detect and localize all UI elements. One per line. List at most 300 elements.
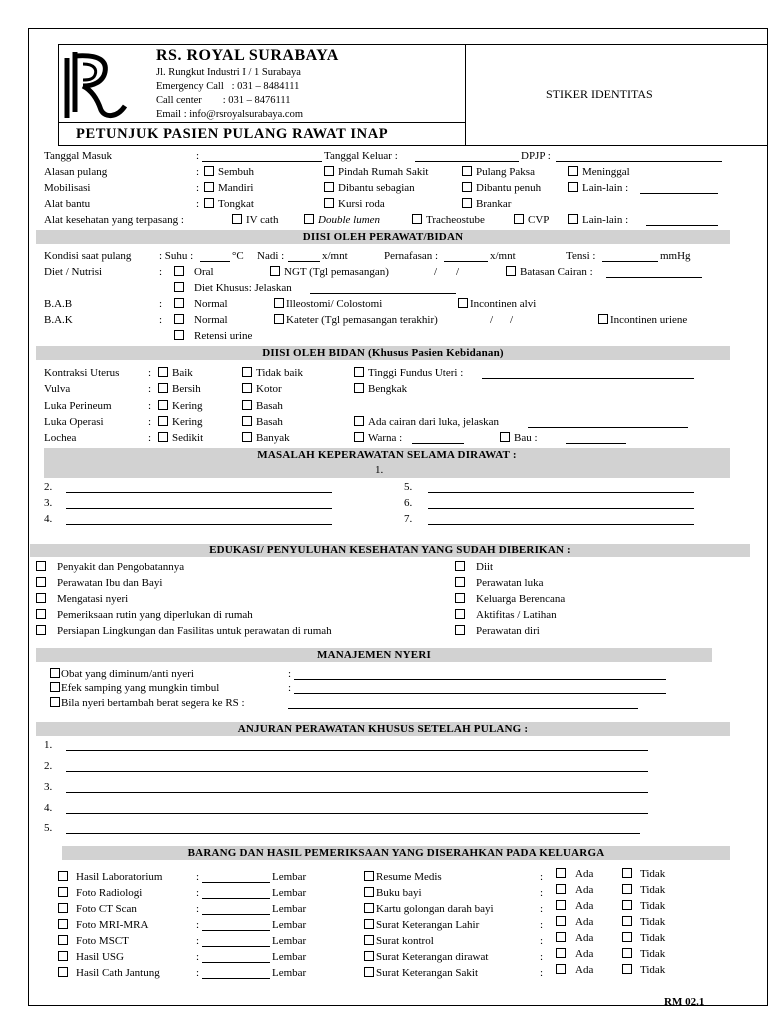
barang-right-item[interactable] (364, 871, 442, 884)
option-ada[interactable] (556, 868, 593, 881)
checkbox[interactable] (364, 935, 374, 945)
checkbox[interactable] (36, 593, 46, 603)
lembar-count-field[interactable] (202, 882, 270, 883)
option-tidak[interactable] (622, 964, 665, 977)
option-tidak-baik[interactable] (242, 367, 303, 380)
option-label: NGT (Tgl pemasangan) (284, 266, 389, 278)
lembar-label: Lembar (272, 951, 307, 963)
checkbox[interactable] (270, 266, 280, 276)
unit-mmhg: mmHg (660, 250, 691, 262)
barang-right-item[interactable] (364, 951, 488, 964)
option-bengkak[interactable] (354, 383, 407, 396)
anjuran-line[interactable] (66, 771, 648, 772)
option-label: Buku bayi (376, 887, 422, 899)
option-label: Basah (256, 416, 283, 428)
nyeri-item-efek[interactable] (50, 682, 219, 695)
section-header-masalah: MASALAH KEPERAWATAN SELAMA DIRAWAT : (44, 448, 730, 463)
option-label: Mengatasi nyeri (57, 593, 129, 605)
checkbox[interactable] (174, 314, 184, 324)
checkbox[interactable] (364, 871, 374, 881)
edukasi-item[interactable] (36, 577, 162, 590)
tensi-field[interactable] (602, 261, 658, 262)
checkbox[interactable] (174, 298, 184, 308)
checkbox[interactable] (204, 182, 214, 192)
checkbox[interactable] (598, 314, 608, 324)
option-label: Tracheostube (426, 214, 485, 226)
option-ada[interactable] (556, 964, 593, 977)
masalah-line[interactable] (428, 524, 694, 525)
edukasi-item[interactable] (36, 593, 128, 606)
masalah-line[interactable] (66, 492, 332, 493)
checkbox[interactable] (242, 416, 252, 426)
tanggal-keluar-field[interactable] (415, 161, 519, 162)
option-tinggi-fundus[interactable] (354, 367, 463, 380)
checkbox[interactable] (304, 214, 314, 224)
pernafasan-field[interactable] (444, 261, 488, 262)
option-oral[interactable] (174, 266, 214, 279)
checkbox[interactable] (58, 967, 68, 977)
option-dibantu-sebagian[interactable] (324, 182, 415, 195)
checkbox[interactable] (462, 198, 472, 208)
colon: : (196, 871, 200, 883)
edukasi-item[interactable] (455, 577, 544, 590)
option-label: Tidak (640, 884, 666, 896)
checkbox[interactable] (174, 266, 184, 276)
tanggal-masuk-field[interactable] (202, 161, 322, 162)
unit-celsius: °C (232, 250, 244, 262)
edukasi-item[interactable] (455, 625, 540, 638)
checkbox[interactable] (324, 166, 334, 176)
colon: : (196, 935, 200, 947)
option-operasi-basah[interactable] (242, 416, 283, 429)
option-sembuh[interactable] (204, 166, 254, 179)
checkbox[interactable] (556, 868, 566, 878)
barang-right-item[interactable] (364, 919, 479, 932)
option-label: Tidak (640, 932, 666, 944)
option-label: Tongkat (218, 198, 254, 210)
checkbox[interactable] (158, 383, 168, 393)
checkbox[interactable] (500, 432, 510, 442)
option-label: Mandiri (218, 182, 254, 194)
label-suhu: : Suhu : (159, 250, 194, 262)
option-ada-cairan[interactable] (354, 416, 499, 429)
option-label: Batasan Cairan : (520, 266, 593, 278)
option-bau[interactable] (500, 432, 538, 445)
option-ada[interactable] (556, 932, 593, 945)
masalah-item-number: 4. (44, 513, 53, 525)
checkbox[interactable] (455, 625, 465, 635)
option-label: Tidak (640, 916, 666, 928)
option-label: Incontinen alvi (470, 298, 537, 310)
label-dpjp: DPJP : (521, 150, 551, 162)
colon: : (540, 887, 544, 899)
option-diet-khusus[interactable] (174, 282, 292, 295)
option-label: Dibantu sebagian (338, 182, 415, 194)
section-header-perawat: DIISI OLEH PERAWAT/BIDAN (36, 230, 730, 244)
checkbox[interactable] (364, 887, 374, 897)
nyeri-item-obat[interactable] (50, 668, 194, 681)
checkbox[interactable] (556, 964, 566, 974)
option-ada[interactable] (556, 948, 593, 961)
option-tidak[interactable] (622, 900, 665, 913)
anjuran-line[interactable] (66, 792, 648, 793)
edukasi-item[interactable] (36, 609, 253, 622)
barang-left-item[interactable] (58, 935, 129, 948)
option-incontinen-uriene[interactable] (598, 314, 687, 327)
option-tidak[interactable] (622, 948, 665, 961)
option-meninggal[interactable] (568, 166, 630, 179)
label-tanggal-masuk: Tanggal Masuk (44, 150, 112, 162)
label-kondisi: Kondisi saat pulang (44, 250, 132, 262)
checkbox[interactable] (274, 298, 284, 308)
option-tidak[interactable] (622, 868, 665, 881)
barang-right-item[interactable] (364, 967, 478, 980)
checkbox[interactable] (204, 166, 214, 176)
label-alat-bantu: Alat bantu (44, 198, 91, 210)
option-label: Basah (256, 400, 283, 412)
option-label: Perawatan diri (476, 625, 540, 637)
checkbox[interactable] (622, 868, 632, 878)
checkbox[interactable] (58, 903, 68, 913)
option-label: Brankar (476, 198, 512, 210)
barang-right-item[interactable] (364, 887, 422, 900)
checkbox[interactable] (324, 198, 334, 208)
barang-left-item[interactable] (58, 919, 148, 932)
option-tracheostube[interactable] (412, 214, 485, 227)
batasan-cairan-field[interactable] (606, 277, 702, 278)
checkbox[interactable] (514, 214, 524, 224)
nyeri-efek-field[interactable] (294, 693, 666, 694)
edukasi-item[interactable] (455, 593, 565, 606)
checkbox[interactable] (274, 314, 284, 324)
checkbox[interactable] (568, 214, 578, 224)
checkbox[interactable] (622, 884, 632, 894)
anjuran-line[interactable] (66, 833, 640, 834)
checkbox[interactable] (50, 668, 60, 678)
option-label: Lain-lain : (582, 214, 629, 226)
option-label: Tidak (640, 868, 666, 880)
checkbox[interactable] (568, 182, 578, 192)
checkbox[interactable] (455, 561, 465, 571)
option-double-lumen[interactable] (304, 214, 380, 227)
option-kateter[interactable] (274, 314, 438, 327)
date-slash: / (490, 314, 494, 326)
option-label: CVP (528, 214, 550, 226)
option-tongkat[interactable] (204, 198, 254, 211)
masalah-item-number: 6. (404, 497, 413, 509)
colon: : (159, 266, 163, 278)
header-separator (58, 122, 466, 123)
section-header-edukasi: EDUKASI/ PENYULUHAN KESEHATAN YANG SUDAH DIBERIKAN : (30, 544, 750, 557)
option-ngt[interactable] (270, 266, 389, 279)
lembar-count-field[interactable] (202, 914, 270, 915)
label-tanggal-keluar: Tanggal Keluar : (324, 150, 398, 162)
warna-field[interactable] (412, 443, 464, 444)
option-bab-normal[interactable] (174, 298, 228, 311)
label-nadi: Nadi : (257, 250, 285, 262)
option-incontinen-alvi[interactable] (458, 298, 536, 311)
option-label: Ada (575, 932, 594, 944)
option-label: Tidak (640, 900, 666, 912)
checkbox[interactable] (556, 916, 566, 926)
nadi-field[interactable] (288, 261, 320, 262)
nyeri-obat-field[interactable] (294, 679, 666, 680)
masalah-item-number: 2. (44, 481, 53, 493)
checkbox[interactable] (58, 935, 68, 945)
colon: : (196, 951, 200, 963)
masalah-line[interactable] (66, 508, 332, 509)
checkbox[interactable] (58, 951, 68, 961)
sticker-label: STIKER IDENTITAS (546, 87, 653, 101)
checkbox[interactable] (622, 932, 632, 942)
option-lain-lain-alat[interactable] (568, 214, 628, 227)
option-label: Tidak baik (256, 367, 303, 379)
edukasi-item[interactable] (36, 561, 184, 574)
label-vulva: Vulva (44, 383, 71, 395)
checkbox[interactable] (204, 198, 214, 208)
masalah-line[interactable] (428, 492, 694, 493)
checkbox[interactable] (622, 916, 632, 926)
checkbox[interactable] (568, 166, 578, 176)
checkbox[interactable] (174, 330, 184, 340)
option-dibantu-penuh[interactable] (462, 182, 541, 195)
lembar-count-field[interactable] (202, 946, 270, 947)
option-operasi-kering[interactable] (158, 416, 203, 429)
section-header-anjuran: ANJURAN PERAWATAN KHUSUS SETELAH PULANG : (36, 722, 730, 736)
checkbox[interactable] (364, 903, 374, 913)
checkbox[interactable] (324, 182, 334, 192)
option-kotor[interactable] (242, 383, 282, 396)
label-mobilisasi: Mobilisasi (44, 182, 91, 194)
checkbox[interactable] (622, 964, 632, 974)
hospital-name: RS. ROYAL SURABAYA (156, 47, 339, 64)
nyeri-bila-field[interactable] (288, 708, 638, 709)
barang-right-item[interactable] (364, 903, 494, 916)
checkbox[interactable] (506, 266, 516, 276)
colon: : (148, 367, 152, 379)
lain-lain-alat-field[interactable] (646, 225, 718, 226)
option-perineum-kering[interactable] (158, 400, 203, 413)
option-iv-cath[interactable] (232, 214, 278, 227)
option-warna[interactable] (354, 432, 402, 445)
option-tidak[interactable] (622, 932, 665, 945)
option-batasan-cairan[interactable] (506, 266, 593, 279)
option-ada[interactable] (556, 900, 593, 913)
ada-cairan-field[interactable] (528, 427, 688, 428)
checkbox[interactable] (455, 593, 465, 603)
checkbox[interactable] (242, 400, 252, 410)
option-pindah[interactable] (324, 166, 428, 179)
checkbox[interactable] (158, 400, 168, 410)
option-cvp[interactable] (514, 214, 549, 227)
checkbox[interactable] (58, 871, 68, 881)
checkbox[interactable] (364, 951, 374, 961)
option-label: Pemeriksaan rutin yang diperlukan di rumah (57, 609, 253, 621)
unit-xmnt: x/mnt (490, 250, 516, 262)
checkbox[interactable] (556, 900, 566, 910)
option-label: Surat Keterangan dirawat (376, 951, 489, 963)
option-label: Warna : (368, 432, 403, 444)
checkbox[interactable] (455, 577, 465, 587)
anjuran-item-number: 2. (44, 760, 53, 772)
option-tidak[interactable] (622, 884, 665, 897)
checkbox[interactable] (622, 948, 632, 958)
option-label: Tinggi Fundus Uteri : (368, 367, 464, 379)
masalah-item-number: 5. (404, 481, 413, 493)
checkbox[interactable] (242, 367, 252, 377)
masalah-item-number: 3. (44, 497, 53, 509)
lembar-label: Lembar (272, 935, 307, 947)
checkbox[interactable] (36, 561, 46, 571)
checkbox[interactable] (556, 884, 566, 894)
checkbox[interactable] (58, 919, 68, 929)
checkbox[interactable] (174, 282, 184, 292)
checkbox[interactable] (364, 919, 374, 929)
checkbox[interactable] (36, 577, 46, 587)
option-label: Kartu golongan darah bayi (376, 903, 494, 915)
option-label: Normal (194, 298, 228, 310)
checkbox[interactable] (36, 625, 46, 635)
anjuran-line[interactable] (66, 813, 648, 814)
option-label: Foto CT Scan (76, 903, 137, 915)
option-banyak[interactable] (242, 432, 290, 445)
checkbox[interactable] (354, 383, 364, 393)
checkbox[interactable] (354, 432, 364, 442)
barang-left-item[interactable] (58, 871, 162, 884)
section-header-nyeri: MANAJEMEN NYERI (36, 648, 712, 662)
option-label: Bersih (172, 383, 201, 395)
diet-khusus-field[interactable] (310, 293, 456, 294)
checkbox[interactable] (412, 214, 422, 224)
option-baik[interactable] (158, 367, 193, 380)
colon: : (196, 182, 200, 194)
checkbox[interactable] (462, 182, 472, 192)
barang-left-item[interactable] (58, 903, 137, 916)
tinggi-fundus-field[interactable] (482, 378, 694, 379)
option-label: Ada (575, 964, 594, 976)
barang-left-item[interactable] (58, 887, 142, 900)
form-code: RM 02.1 (664, 996, 705, 1008)
masalah-line[interactable] (428, 508, 694, 509)
checkbox[interactable] (455, 609, 465, 619)
option-label: Dibantu penuh (476, 182, 542, 194)
edukasi-item[interactable] (455, 561, 493, 574)
option-label: Hasil Cath Jantung (76, 967, 160, 979)
option-sedikit[interactable] (158, 432, 203, 445)
bau-field[interactable] (566, 443, 626, 444)
colon: : (540, 919, 544, 931)
option-bak-normal[interactable] (174, 314, 228, 327)
colon: : (148, 416, 152, 428)
option-bersih[interactable] (158, 383, 201, 396)
colon: : (148, 400, 152, 412)
suhu-field[interactable] (200, 261, 230, 262)
option-ada[interactable] (556, 884, 593, 897)
checkbox[interactable] (354, 416, 364, 426)
barang-right-item[interactable] (364, 935, 434, 948)
checkbox[interactable] (158, 367, 168, 377)
lembar-count-field[interactable] (202, 930, 270, 931)
option-mandiri[interactable] (204, 182, 253, 195)
hospital-email: Email : info@rsroyalsurabaya.com (156, 109, 303, 120)
option-label: Lain-lain : (582, 182, 629, 194)
checkbox[interactable] (458, 298, 468, 308)
section-header-barang: BARANG DAN HASIL PEMERIKSAAN YANG DISERAHKAN PADA KELUARGA (62, 846, 730, 860)
option-label: Foto MSCT (76, 935, 129, 947)
barang-left-item[interactable] (58, 967, 160, 980)
checkbox[interactable] (158, 432, 168, 442)
option-ada[interactable] (556, 916, 593, 929)
checkbox[interactable] (58, 887, 68, 897)
option-brankar[interactable] (462, 198, 511, 211)
label-pernafasan: Pernafasan : (384, 250, 439, 262)
colon: : (196, 903, 200, 915)
option-kursi-roda[interactable] (324, 198, 385, 211)
checkbox[interactable] (232, 214, 242, 224)
colon: : (196, 166, 200, 178)
checkbox[interactable] (556, 948, 566, 958)
dpjp-field[interactable] (556, 161, 722, 162)
checkbox[interactable] (50, 682, 60, 692)
masalah-line[interactable] (66, 524, 332, 525)
edukasi-item[interactable] (36, 625, 332, 638)
option-label: Foto MRI-MRA (76, 919, 149, 931)
checkbox[interactable] (462, 166, 472, 176)
checkbox[interactable] (556, 932, 566, 942)
checkbox[interactable] (242, 432, 252, 442)
barang-left-item[interactable] (58, 951, 124, 964)
option-ileostomi[interactable] (274, 298, 382, 311)
hospital-address: Jl. Rungkut Industri I / 1 Surabaya (156, 67, 301, 78)
lain-lain-field[interactable] (640, 193, 718, 194)
option-retensi[interactable] (174, 330, 252, 343)
colon: : (159, 314, 163, 326)
option-perineum-basah[interactable] (242, 400, 283, 413)
label-lochea: Lochea (44, 432, 77, 444)
option-label: Foto Radiologi (76, 887, 143, 899)
option-label: Ada (575, 948, 594, 960)
colon: : (288, 682, 292, 694)
masalah-item-number: 7. (404, 513, 413, 525)
option-label: Resume Medis (376, 871, 442, 883)
lembar-count-field[interactable] (202, 898, 270, 899)
option-label: IV cath (246, 214, 279, 226)
anjuran-item-number: 4. (44, 802, 53, 814)
label-luka-perineum: Luka Perineum (44, 400, 112, 412)
lembar-count-field[interactable] (202, 978, 270, 979)
checkbox[interactable] (158, 416, 168, 426)
option-label: Ada (575, 916, 594, 928)
anjuran-line[interactable] (66, 750, 648, 751)
colon: : (196, 150, 200, 162)
edukasi-item[interactable] (455, 609, 557, 622)
checkbox[interactable] (622, 900, 632, 910)
checkbox[interactable] (354, 367, 364, 377)
anjuran-item-number: 3. (44, 781, 53, 793)
option-lain-lain[interactable] (568, 182, 628, 195)
checkbox[interactable] (364, 967, 374, 977)
checkbox[interactable] (36, 609, 46, 619)
option-label: Oral (194, 266, 214, 278)
checkbox[interactable] (50, 697, 60, 707)
nyeri-item-bila[interactable] (50, 697, 245, 710)
colon: : (196, 887, 200, 899)
option-pulang-paksa[interactable] (462, 166, 535, 179)
checkbox[interactable] (242, 383, 252, 393)
option-tidak[interactable] (622, 916, 665, 929)
colon: : (196, 198, 200, 210)
lembar-count-field[interactable] (202, 962, 270, 963)
